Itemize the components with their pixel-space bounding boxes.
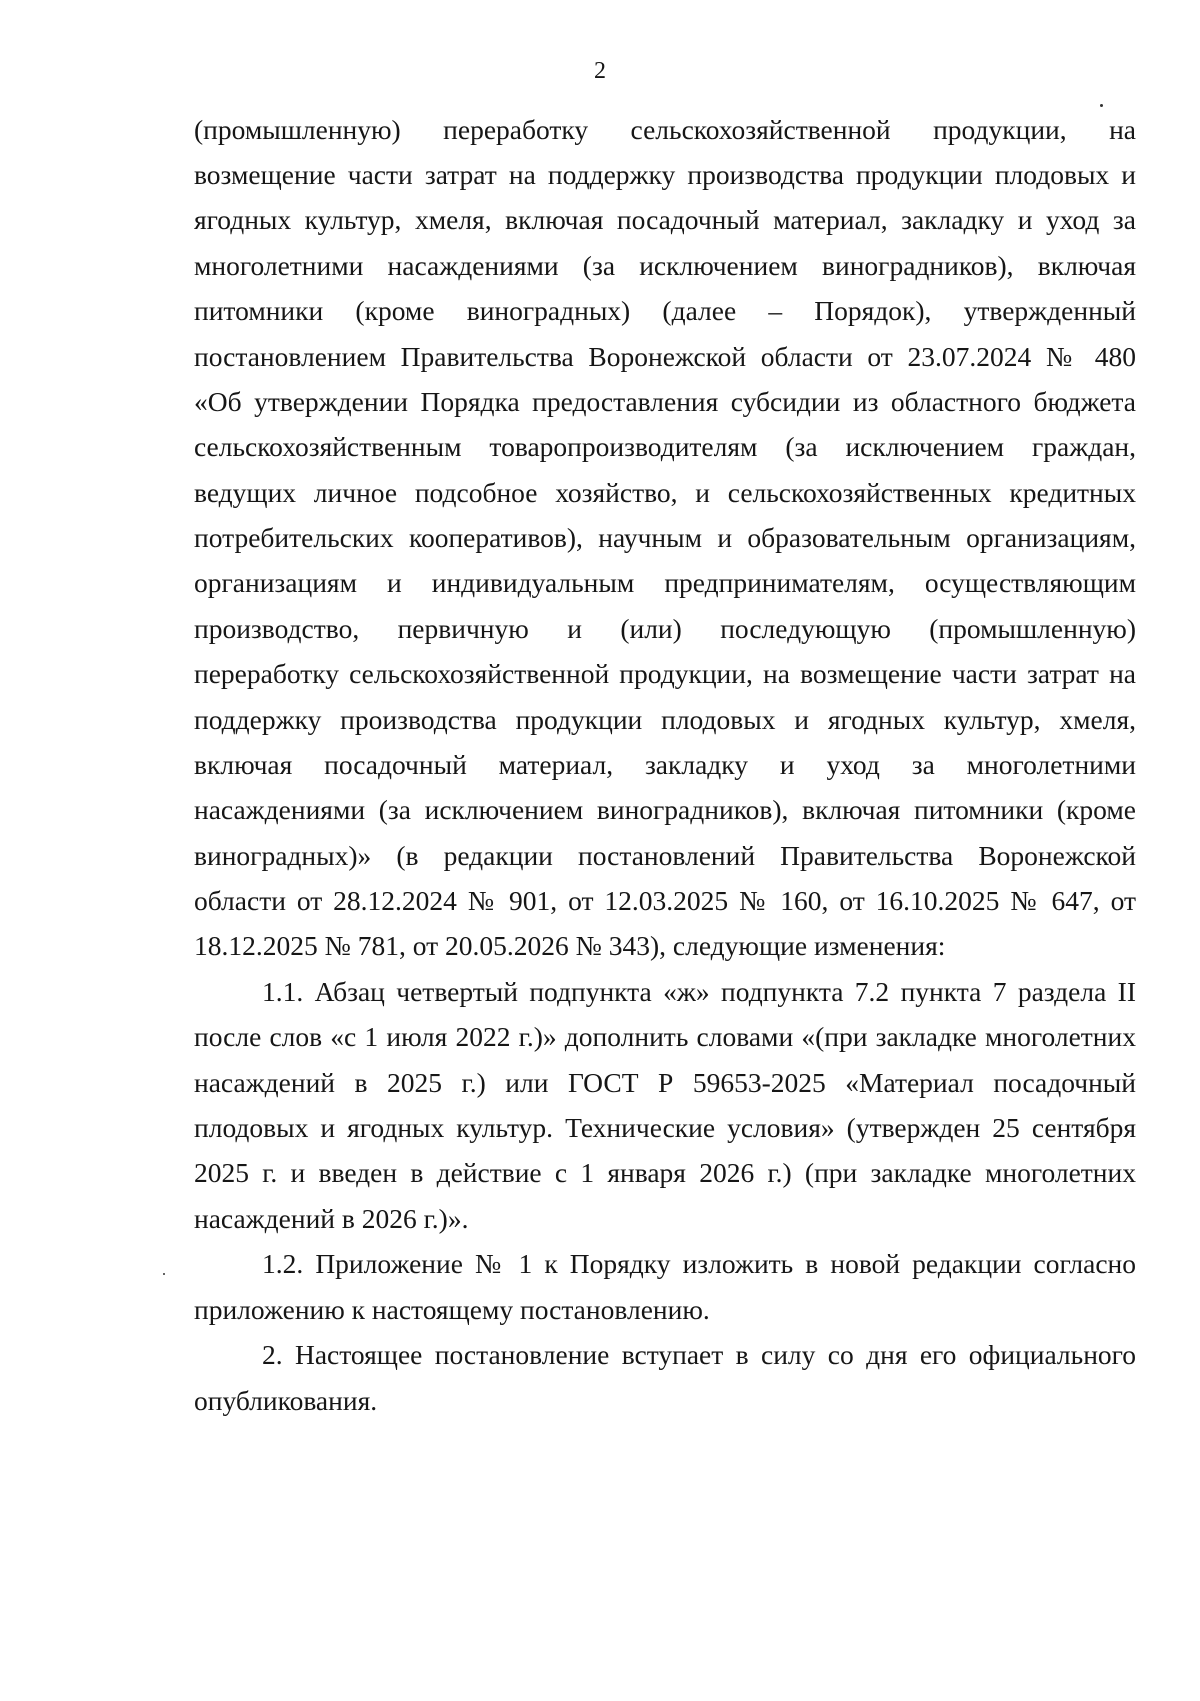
text-line: ведущих личное подсобное хозяйство, и сельскохозяйственных кредитных bbox=[194, 477, 1136, 508]
text-line: сельскохозяйственным товаропроизводителям (за исключением граждан, bbox=[194, 431, 1136, 462]
text-line: 2025 г. и введен в действие с 1 января 2026 г.) (при закладке многолетних bbox=[194, 1157, 1136, 1188]
text-line: поддержку производства продукции плодовых и ягодных культур, хмеля, bbox=[194, 704, 1136, 735]
text-line: после слов «с 1 июля 2022 г.)» дополнить словами «(при закладке многолетних bbox=[194, 1021, 1136, 1052]
scan-speck bbox=[163, 1273, 165, 1275]
text-line: приложению к настоящему постановлению. bbox=[194, 1294, 710, 1325]
text-line: производство, первичную и (или) последующую (промышленную) bbox=[194, 613, 1136, 644]
text-line: опубликования. bbox=[194, 1385, 378, 1416]
text-line: насаждениями (за исключением виноградников), включая питомники (кроме bbox=[194, 794, 1136, 825]
text-line: плодовых и ягодных культур. Технические условия» (утвержден 25 сентября bbox=[194, 1112, 1136, 1143]
text-line: постановлением Правительства Воронежской области от 23.07.2024 № 480 bbox=[194, 341, 1136, 372]
text-line: организациям и индивидуальным предпринимателям, осуществляющим bbox=[194, 567, 1136, 598]
text-line: (промышленную) переработку сельскохозяйственной продукции, на bbox=[194, 114, 1136, 145]
text-line: области от 28.12.2024 № 901, от 12.03.2025 № 160, от 16.10.2025 № 647, от bbox=[194, 885, 1136, 916]
text-line: 18.12.2025 № 781, от 20.05.2026 № 343), следующие изменения: bbox=[194, 930, 946, 961]
text-line: насаждений в 2025 г.) или ГОСТ Р 59653-2025 «Материал посадочный bbox=[194, 1067, 1136, 1098]
text-line: 2. Настоящее постановление вступает в силу со дня его официального bbox=[262, 1339, 1136, 1370]
text-line: «Об утверждении Порядка предоставления субсидии из областного бюджета bbox=[194, 386, 1136, 417]
text-line: потребительских кооперативов), научным и образовательным организациям, bbox=[194, 522, 1136, 553]
text-line: включая посадочный материал, закладку и уход за многолетними bbox=[194, 749, 1136, 780]
text-line: 1.2. Приложение № 1 к Порядку изложить в новой редакции согласно bbox=[262, 1248, 1136, 1279]
text-line: насаждений в 2026 г.)». bbox=[194, 1203, 469, 1234]
text-line: ягодных культур, хмеля, включая посадочный материал, закладку и уход за bbox=[194, 204, 1136, 235]
text-line: возмещение части затрат на поддержку производства продукции плодовых и bbox=[194, 159, 1136, 190]
text-line: виноградных)» (в редакции постановлений Правительства Воронежской bbox=[194, 840, 1136, 871]
text-line: многолетними насаждениями (за исключением виноградников), включая bbox=[194, 250, 1136, 281]
page-number: 2 bbox=[594, 58, 606, 84]
text-line: питомники (кроме виноградных) (далее – Порядок), утвержденный bbox=[194, 295, 1136, 326]
text-line: 1.1. Абзац четвертый подпункта «ж» подпункта 7.2 пункта 7 раздела II bbox=[262, 976, 1136, 1007]
text-line: переработку сельскохозяйственной продукции, на возмещение части затрат на bbox=[194, 658, 1136, 689]
